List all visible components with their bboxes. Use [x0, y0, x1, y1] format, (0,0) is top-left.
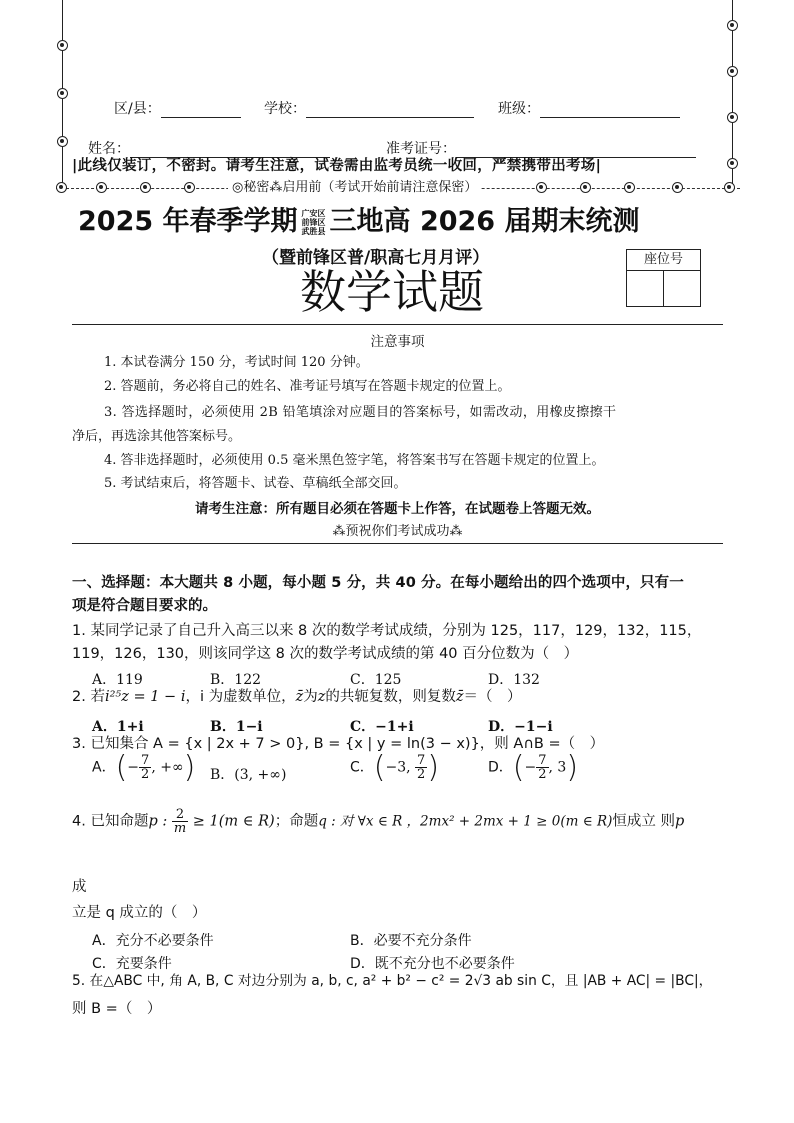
question-3: 3. 已知集合 A = {x | 2x + 7 > 0}, B = {x | y = ln(3 − x)}，则 A∩B =（ ）: [72, 736, 605, 752]
binding-ring: [727, 66, 738, 77]
notice-attention: 请考生注意：所有题目必须在答题卡上作答，在试题卷上答题无效。: [195, 501, 600, 517]
notice-wish: ⁂预祝你们考试成功⁂: [332, 524, 463, 539]
notice-item: 4. 答非选择题时，必须使用 0.5 毫米黑色签字笔，将答案书写在答题卡规定的位置上。: [104, 453, 605, 468]
school-field[interactable]: [264, 98, 474, 118]
binding-ring: [57, 40, 68, 51]
q4-option-c[interactable]: C．充要条件: [92, 956, 172, 972]
class-label: 班级：: [498, 101, 540, 117]
secret-notice: ◎秘密⁂启用前（考试开始前请注意保密）: [228, 180, 481, 196]
notice-top-rule: [72, 324, 723, 325]
subject-title: 数学试题: [300, 265, 484, 319]
title-main: 三地高 2026 届期末统测: [329, 206, 640, 237]
district-label: 区/县：: [114, 101, 161, 117]
q3-option-c[interactable]: C．(−3, $\frac{7}{2}$ ): [350, 750, 440, 785]
question-5-cont: 则 B =（ ）: [72, 1001, 162, 1017]
binding-ring: [727, 112, 738, 123]
title-term: 2025 年春季学期: [78, 206, 298, 237]
exam-subtitle: （暨前锋区普/职高七月月评）: [262, 248, 490, 268]
q2-option-a[interactable]: A．1+i: [92, 719, 144, 735]
seat-number-label: 座位号: [627, 250, 700, 271]
q2-option-d[interactable]: D．−1−i: [488, 719, 553, 735]
question-4-cont2: 立是 q 成立的（ ）: [72, 905, 207, 921]
name-label: 姓名：: [88, 141, 130, 157]
district-field[interactable]: [114, 98, 241, 118]
q4-option-a[interactable]: A．充分不必要条件: [92, 933, 214, 949]
q1-option-d[interactable]: D．132: [488, 672, 540, 688]
q1-option-c[interactable]: C．125: [350, 672, 402, 688]
q4-option-d[interactable]: D．既不充分也不必要条件: [350, 956, 515, 972]
q1-option-b[interactable]: B．122: [210, 672, 262, 688]
notice-item: 3. 答选择题时，必须使用 2B 铅笔填涂对应题目的答案标号，如需改动，用橡皮擦擦干: [104, 405, 617, 420]
q2-option-b[interactable]: B．1−i: [210, 719, 263, 735]
question-1-line1: 1. 某同学记录了自己升入高三以来 8 次的数学考试成绩，分别为 125，117，129，132，115，: [72, 623, 702, 639]
q1-option-a[interactable]: A．119: [92, 672, 143, 688]
binding-ring: [57, 88, 68, 99]
question-4-cont: 成: [72, 879, 87, 895]
seal-divider: [56, 180, 740, 196]
q2-conjugate: z̄: [295, 689, 304, 705]
notice-item: 5. 考试结束后，将答题卡、试卷、草稿纸全部交回。: [104, 476, 407, 491]
question-1-line2: 119，126，130，则该同学这 8 次的数学考试成绩的第 40 百分位数为（ ）: [72, 646, 579, 662]
notice-item: 2. 答题前，务必将自己的姓名、准考证号填写在答题卡规定的位置上。: [104, 379, 511, 394]
binding-ring: [57, 136, 68, 147]
binding-notice: |此线仅装订，不密封。请考生注意，试卷需由监考员统一收回，严禁携带出考场|: [72, 158, 602, 174]
class-field[interactable]: [498, 98, 680, 118]
q2-equation: i²⁵z = 1 − i: [104, 689, 186, 705]
notice-heading: 注意事项: [370, 334, 425, 350]
q3-option-d[interactable]: D．(− $\frac{7}{2}$ , 3): [488, 750, 579, 785]
section-heading-cont: 项是符合题目要求的。: [72, 598, 217, 614]
notice-item: 净后，再选涂其他答案标号。: [72, 429, 242, 444]
question-4: 4. 已知命题p : $\frac{2}{m}$ ≥ 1(m ∈ R)；命题q : 对 ∀x ∈ R ，2mx² + 2mx + 1 ≥ 0(m ∈ R)恒成立 则p: [72, 807, 685, 836]
q3-option-a[interactable]: A．(− $\frac{7}{2}$ , +∞): [92, 750, 196, 785]
question-5: 5. 在△ABC 中, 角 A, B, C 对边分别为 a, b, c, a² + b² − c² = 2√3 ab sin C，且 |AB + AC| = |BC|，: [72, 973, 713, 989]
q3-option-b[interactable]: B．(3, +∞): [210, 767, 287, 783]
binding-ring: [727, 158, 738, 169]
section-heading: 一、选择题：本大题共 8 小题，每小题 5 分，共 40 分。在每小题给出的四个选项中，只有一: [72, 575, 684, 591]
notice-item: 1. 本试卷满分 150 分，考试时间 120 分钟。: [104, 355, 369, 370]
q2-option-c[interactable]: C．−1+i: [350, 719, 414, 735]
title-regions: 广安区 前锋区 武胜县: [301, 209, 326, 236]
seat-number-box[interactable]: [626, 249, 701, 307]
school-label: 学校：: [264, 101, 306, 117]
notice-bottom-rule: [72, 543, 723, 544]
binding-ring: [727, 20, 738, 31]
exam-number-label: 准考证号：: [386, 141, 456, 157]
q4-option-b[interactable]: B．必要不充分条件: [350, 933, 472, 949]
question-2: 2. 若i²⁵z = 1 − i，i 为虚数单位，z̄为z的共轭复数，则复数z̄＝（ ）: [72, 689, 522, 705]
exam-title: [78, 202, 640, 242]
